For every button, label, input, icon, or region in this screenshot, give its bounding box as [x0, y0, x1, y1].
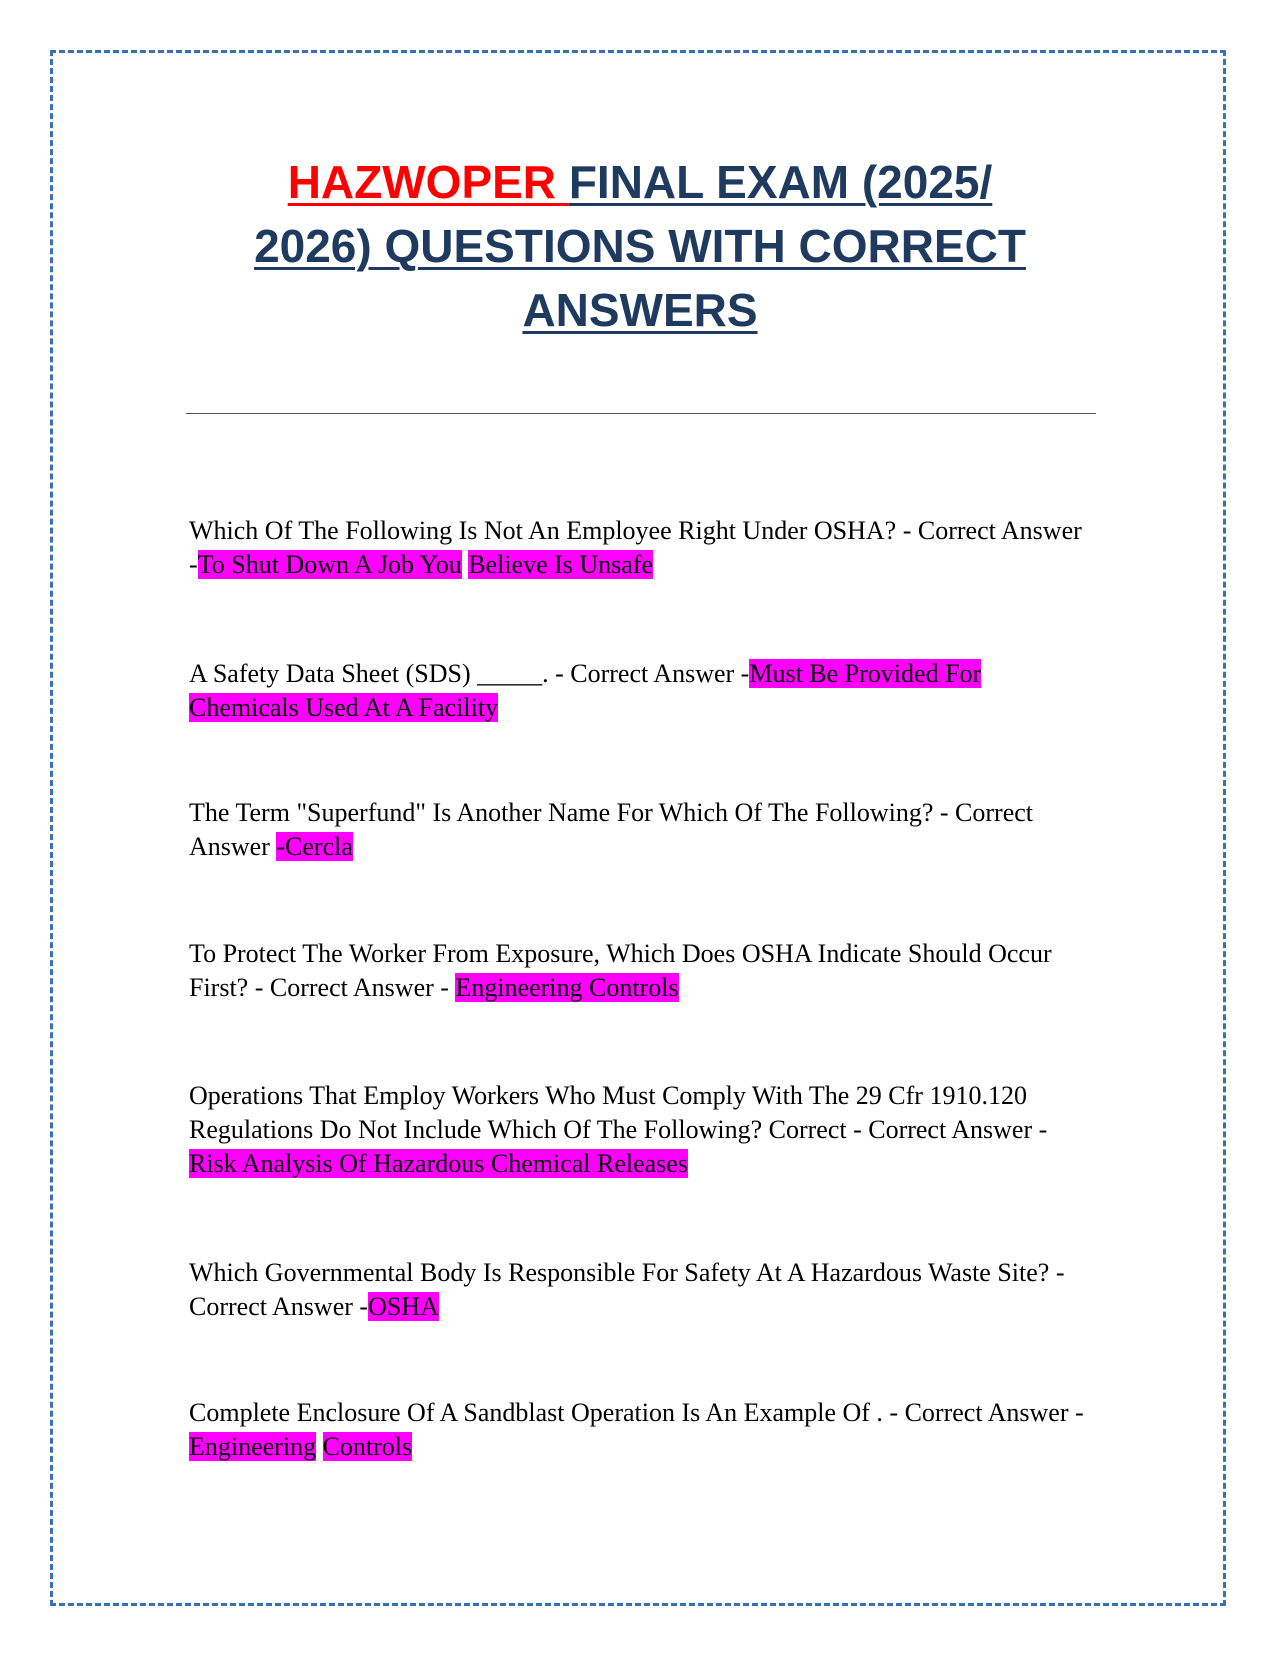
document-title — [180, 150, 1100, 342]
answer-highlight: Engineering — [189, 1432, 317, 1461]
title-highlight-word: HAZWOPER — [287, 156, 569, 208]
title-line-3: ANSWERS — [522, 284, 758, 336]
question-text: Which Governmental Body Is Responsible For Safety At A Hazardous Waste Site? - Correct Answer - — [189, 1258, 1065, 1321]
question-text: A Safety Data Sheet (SDS) _____. - Correct Answer - — [189, 659, 750, 688]
answer-highlight: To Shut Down A Job You — [197, 550, 462, 579]
title-divider — [186, 413, 1096, 414]
question-item — [189, 1256, 1089, 1324]
answer-highlight: Believe Is Unsafe — [468, 550, 654, 579]
answer-highlight: Engineering Controls — [455, 973, 679, 1002]
question-text: Operations That Employ Workers Who Must Comply With The 29 Cfr 1910.120 Regulations Do Not Include Which Of The Following? Correct - Correct Answer - — [189, 1081, 1048, 1144]
answer-highlight: Risk Analysis Of Hazardous Chemical Releases — [189, 1149, 688, 1178]
answer-highlight: -Cercla — [276, 832, 353, 861]
question-text: Which Of The Following Is Not An Employee Right Under OSHA? - Correct Answer - — [189, 516, 1082, 579]
question-item — [189, 657, 1089, 725]
answer-highlight: OSHA — [368, 1292, 439, 1321]
question-item — [189, 1079, 1089, 1181]
question-item — [189, 514, 1089, 582]
title-line-1: FINAL EXAM (2025/ — [568, 156, 993, 208]
question-item — [189, 937, 1089, 1005]
title-line-2: 2026) QUESTIONS WITH CORRECT — [254, 220, 1026, 272]
question-item — [189, 1396, 1089, 1464]
answer-highlight: Must Be Provided For Chemicals Used At A Facility — [189, 659, 982, 722]
question-item — [189, 796, 1089, 864]
question-text: Complete Enclosure Of A Sandblast Operation Is An Example Of . - Correct Answer - — [189, 1398, 1084, 1427]
answer-highlight: Controls — [322, 1432, 413, 1461]
question-text: To Protect The Worker From Exposure, Which Does OSHA Indicate Should Occur First? - Correct Answer - — [189, 939, 1052, 1002]
question-text: The Term "Superfund" Is Another Name For Which Of The Following? - Correct Answer — [189, 798, 1034, 861]
